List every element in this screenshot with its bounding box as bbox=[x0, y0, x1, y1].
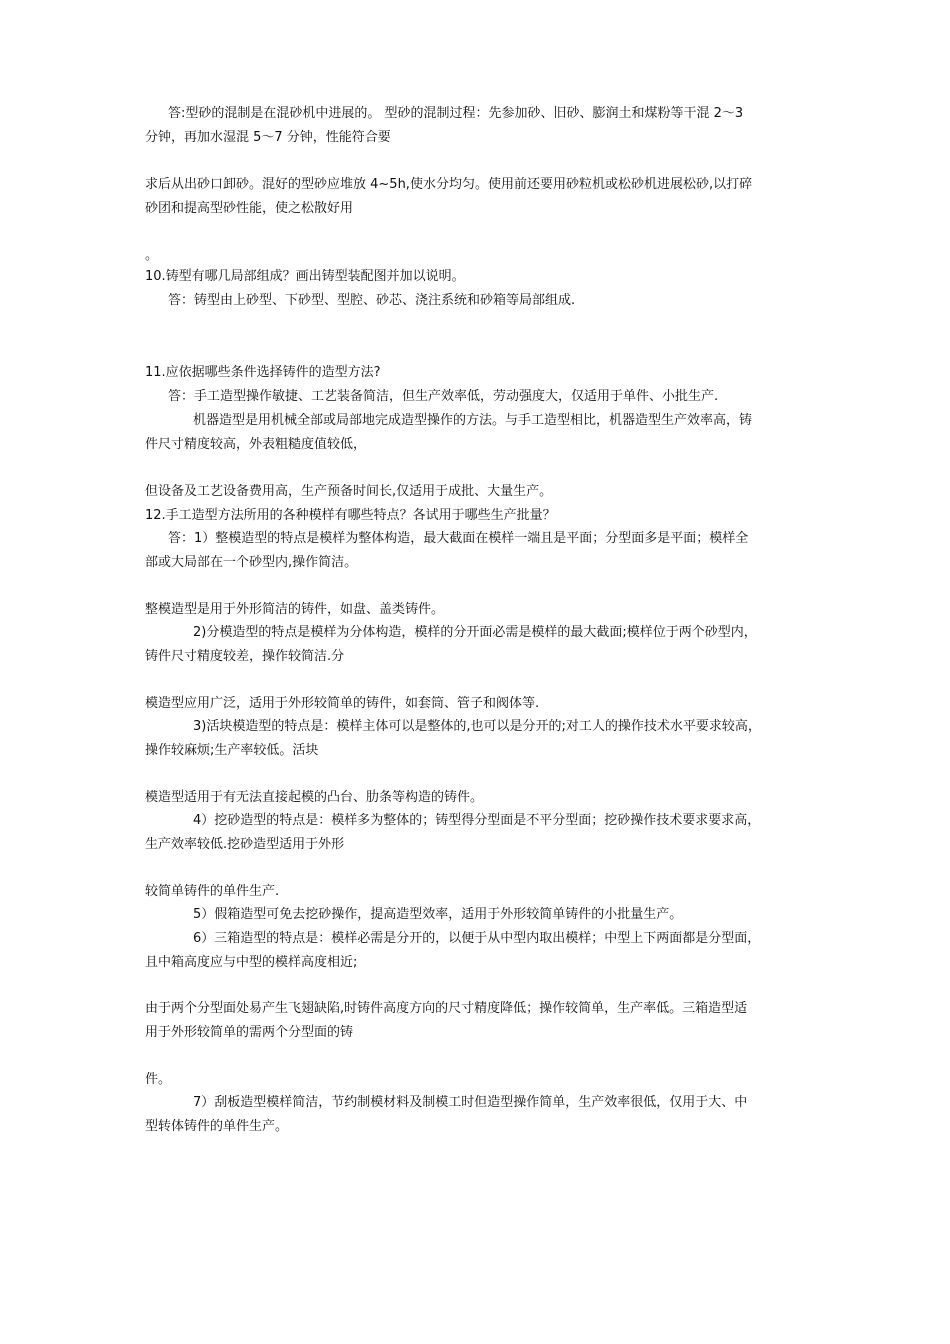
question-heading: 12.手工造型方法所用的各种模样有哪些特点？各试用于哪些生产批量？ bbox=[145, 508, 556, 523]
text-line: 模造型适用于有无法直接起模的凸台、肋条等构造的铸件。 bbox=[145, 790, 484, 805]
text-line: 。 bbox=[145, 248, 159, 263]
text-line: 铸件尺寸精度较差，操作较简洁.分 bbox=[145, 649, 345, 664]
text-line: 整模造型是用于外形简洁的铸件，如盘、盖类铸件。 bbox=[145, 602, 445, 617]
text-line: 砂团和提高型砂性能，使之松散好用 bbox=[145, 201, 354, 216]
text-line: 7）刮板造型模样简洁，节约制模材料及制模工时但造型操作简单，生产效率很低，仅用于大、中 bbox=[193, 1095, 748, 1110]
text-line: 件。 bbox=[145, 1072, 172, 1087]
text-line: 5）假箱造型可免去挖砂操作，提高造型效率，适用于外形较简单铸件的小批量生产。 bbox=[193, 907, 683, 922]
text-line: 较简单铸件的单件生产. bbox=[145, 884, 280, 899]
text-line: 2)分模造型的特点是模样为分体构造，模样的分开面必需是模样的最大截面;模样位于两个砂型内， bbox=[193, 625, 757, 640]
text-line: 且中箱高度应与中型的模样高度相近; bbox=[145, 955, 358, 970]
text-line: 求后从出砂口卸砂。混好的型砂应堆放 4~5h,使水分均匀。使用前还要用砂粒机或松砂机进展松砂,以打碎 bbox=[145, 177, 753, 192]
text-line: 机器造型是用机械全部或局部地完成造型操作的方法。与手工造型相比，机器造型生产效率高，铸 bbox=[193, 413, 753, 428]
question-heading: 11.应依据哪些条件选择铸件的造型方法? bbox=[145, 365, 381, 380]
text-line: 用于外形较简单的需两个分型面的铸 bbox=[145, 1025, 354, 1040]
text-line: 型转体铸件的单件生产。 bbox=[145, 1119, 289, 1134]
text-line: 由于两个分型面处易产生飞翅缺陷,时铸件高度方向的尺寸精度降低；操作较简单，生产率低。三箱造型适 bbox=[145, 1001, 748, 1016]
question-heading: 10.铸型有哪几局部组成？画出铸型装配图并加以说明。 bbox=[145, 269, 465, 284]
text-line: 生产效率较低.挖砂造型适用于外形 bbox=[145, 837, 345, 852]
text-line: 6）三箱造型的特点是：模样必需是分开的，以便于从中型内取出模样；中型上下两面都是分型面， bbox=[193, 931, 761, 946]
text-line: 答:型砂的混制是在混砂机中进展的。 型砂的混制过程：先参加砂、旧砂、膨润土和煤粉等干混 2～3 bbox=[168, 106, 744, 121]
text-line: 答：手工造型操作敏捷、工艺装备简洁，但生产效率低，劳动强度大，仅适用于单件、小批生产. bbox=[168, 389, 719, 404]
text-line: 操作较麻烦;生产率较低。活块 bbox=[145, 743, 319, 758]
text-line: 3)活块模造型的特点是：模样主体可以是整体的,也可以是分开的;对工人的操作技术水平要求较高， bbox=[193, 719, 761, 734]
text-line: 件尺寸精度较高，外表粗糙度值较低， bbox=[145, 437, 367, 452]
text-line: 答：铸型由上砂型、下砂型、型腔、砂芯、浇注系统和砂箱等局部组成. bbox=[168, 293, 576, 308]
text-line: 分钟，再加水湿混 5～7 分钟，性能符合要 bbox=[145, 130, 391, 145]
text-line: 答：1）整模造型的特点是模样为整体构造，最大截面在模样一端且是平面；分型面多是平面；模样全 bbox=[168, 531, 749, 546]
text-line: 但设备及工艺设备费用高，生产预备时间长,仅适用于成批、大量生产。 bbox=[145, 484, 553, 499]
text-line: 部或大局部在一个砂型内,操作简洁。 bbox=[145, 555, 358, 570]
text-line: 4）挖砂造型的特点是：模样多为整体的；铸型得分型面是不平分型面；挖砂操作技术要求要求高， bbox=[193, 813, 761, 828]
text-line: 模造型应用广泛，适用于外形较简单的铸件，如套筒、管子和阀体等. bbox=[145, 696, 540, 711]
